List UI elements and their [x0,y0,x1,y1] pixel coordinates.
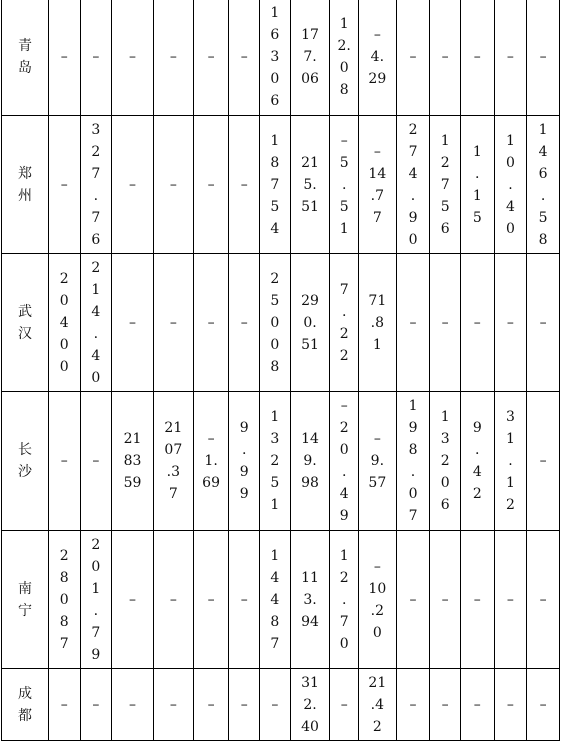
cell-value: 1 9 8 . 0 7 [408,398,418,524]
city-name: 武 汉 [17,303,32,342]
table-cell [112,116,154,254]
table-cell [330,531,359,669]
table-cell [153,116,193,254]
cell-value: – [169,314,177,331]
table-cell [358,392,396,531]
cell-value: – [506,49,514,65]
table-cell [290,116,330,254]
table-row [2,531,560,669]
cell-value: – [207,49,215,65]
cell-value: 14 9. 98 [301,431,319,491]
cell-value: 1 . 1 5 [472,143,482,226]
table-cell [460,531,494,669]
cell-value: 2 8 0 8 7 [59,547,69,652]
table-cell [80,116,112,254]
cell-value: 1 4 4 8 7 [270,547,280,652]
city-name: 成 都 [17,685,32,724]
table-cell [112,254,154,392]
cell-value: – [60,696,68,713]
cell-value: – [240,591,248,608]
table-cell [193,116,229,254]
cell-value: – [409,696,417,713]
table-cell [260,392,291,531]
table-cell [112,392,154,531]
table-cell [153,0,193,116]
cell-value: 7 . 2 2 [339,281,349,364]
cell-value: – [271,696,279,713]
table-cell [396,531,430,669]
table-cell [290,254,330,392]
table-cell [494,669,527,741]
table-cell [527,0,560,116]
table-cell [229,669,260,741]
cell-value: – [473,591,481,608]
cell-value: 1 0 . 4 0 [505,132,515,237]
table-cell [494,392,527,531]
cell-value: 9 . 9 9 [239,420,249,502]
table-cell [527,116,560,254]
cell-value: – [129,696,137,713]
cell-value: 3 1 . 1 2 [505,409,515,513]
cell-value: 1 2 7 5 6 [440,132,450,237]
city-name: 青 岛 [17,38,32,76]
cell-value: – [409,49,417,65]
table-cell [396,116,430,254]
cell-value: 17 7. 06 [301,27,319,87]
cell-value: 1 3 2 0 6 [440,409,450,513]
cell-value: – 1. 69 [202,431,220,491]
cell-value: 11 3. 94 [301,569,319,630]
city-name: 郑 州 [17,165,32,204]
cell-value: 1 2 . 7 0 [339,547,349,652]
city-cell [2,116,49,254]
table-cell [358,669,396,741]
table-cell [112,531,154,669]
cell-value: – [539,314,547,331]
cell-value: – [473,49,481,65]
cell-value: – [92,49,100,65]
table-cell [48,0,80,116]
table-cell [330,116,359,254]
table-cell [430,392,461,531]
table-cell [48,254,80,392]
cell-value: – [409,314,417,331]
cell-value: 1 2. 0 8 [337,16,351,98]
cell-value: – 5 . 5 1 [339,132,349,237]
cell-value: – [240,176,248,193]
cell-value: – [506,591,514,608]
table-cell [460,116,494,254]
cell-value: – [506,314,514,331]
cell-value: 1 8 7 5 4 [270,132,280,237]
city-cell [2,0,49,116]
cell-value: – [240,696,248,713]
cell-value: 29 0. 51 [301,292,319,353]
cell-value: – [539,591,547,608]
table-cell [229,531,260,669]
table-cell [460,0,494,116]
table-cell [229,392,260,531]
table-cell [80,254,112,392]
table-cell [193,392,229,531]
table-cell [80,531,112,669]
table-cell [80,0,112,116]
table-cell [229,0,260,116]
table-cell [260,116,291,254]
city-cell [2,669,49,741]
table-cell [112,0,154,116]
cell-value: – [169,591,177,608]
cell-value: 71 .8 1 [368,292,387,353]
table-cell [358,254,396,392]
cell-value: – [60,176,68,193]
table-cell [430,531,461,669]
table-cell [527,392,560,531]
table-cell [396,669,430,741]
cell-value: 2 7 4 . 9 0 [408,121,418,248]
table-cell [290,392,330,531]
cell-value: 9 . 4 2 [472,420,482,502]
cell-value: 21 5. 51 [301,154,319,215]
table-cell [260,254,291,392]
cell-value: 21 .4 2 [368,674,387,735]
cell-value: 21 83 59 [123,431,142,491]
cell-value: 2 5 0 0 8 [270,270,280,375]
cell-value: – [169,696,177,713]
cell-value: – [60,453,68,469]
cell-value: – [207,314,215,331]
cell-value: – 4. 29 [368,27,387,87]
cell-value: – [340,696,348,713]
table-cell [527,531,560,669]
table-cell [229,254,260,392]
cell-value: – [92,453,100,469]
table-cell [48,669,80,741]
cell-value: – [441,696,449,713]
cell-value: – [129,314,137,331]
cell-value: 1 4 6 . 5 8 [538,121,548,248]
table-cell [460,254,494,392]
city-name: 长 沙 [17,442,32,480]
cell-value: – [539,49,547,65]
table-cell [290,669,330,741]
table-cell [48,116,80,254]
table-cell [260,531,291,669]
city-cell [2,392,49,531]
cell-value: 31 2. 40 [301,674,319,735]
table-cell [494,116,527,254]
table-cell [48,392,80,531]
table-cell [494,254,527,392]
table-cell [153,669,193,741]
table-cell [430,116,461,254]
table-cell [460,669,494,741]
table-cell [396,254,430,392]
cell-value: – [129,49,137,65]
table-cell [290,531,330,669]
cell-value: – [409,591,417,608]
table-cell [80,669,112,741]
city-name: 南 宁 [17,580,32,619]
table-cell [430,254,461,392]
city-cell [2,254,49,392]
table-row [2,392,560,531]
cell-value: 3 2 7 . 7 6 [91,121,101,248]
cell-value: – [240,49,248,65]
table-cell [193,531,229,669]
cell-value: – 10 .2 0 [368,558,387,641]
cell-value: – 9. 57 [368,431,387,491]
table-cell [527,254,560,392]
table-cell [330,0,359,116]
cell-value: – [207,696,215,713]
cell-value: – [129,591,137,608]
cell-value: – [207,591,215,608]
cell-value: – [506,696,514,713]
cell-value: 2 1 4 . 4 0 [91,259,101,386]
cell-value: – [473,696,481,713]
table-cell [494,0,527,116]
table-cell [260,0,291,116]
cell-value: – [441,591,449,608]
cell-value: 1 6 3 0 6 [270,5,280,109]
cell-value: – [169,176,177,193]
cell-value: 21 07 .3 7 [164,420,183,502]
table-cell [290,0,330,116]
table-cell [430,669,461,741]
table-cell [527,669,560,741]
cell-value: 2 0 1 . 7 9 [91,536,101,663]
table-cell [396,392,430,531]
table-cell [396,0,430,116]
table-cell [494,531,527,669]
table-cell [430,0,461,116]
table-cell [358,531,396,669]
cell-value: – [441,314,449,331]
table-cell [193,669,229,741]
table-cell [153,531,193,669]
table-row [2,669,560,741]
table-cell [193,254,229,392]
data-table [1,0,560,741]
table-cell [229,116,260,254]
table-cell [260,669,291,741]
cell-value: – [539,696,547,713]
table-cell [153,254,193,392]
cell-value: – 2 0 . 4 9 [339,398,349,524]
cell-value: – [441,49,449,65]
cell-value: 1 3 2 5 1 [270,409,280,513]
cell-value: 2 0 4 0 0 [59,270,69,375]
table-cell [80,392,112,531]
city-cell [2,531,49,669]
table-cell [358,0,396,116]
table-cell [460,392,494,531]
table-cell [330,254,359,392]
cell-value: – [473,314,481,331]
table-cell [112,669,154,741]
table-row [2,0,560,116]
table-cell [48,531,80,669]
table-row [2,254,560,392]
table-cell [358,116,396,254]
cell-value: – [129,176,137,193]
table-cell [193,0,229,116]
cell-value: – [207,176,215,193]
table-cell [330,669,359,741]
cell-value: – [539,453,547,469]
table-cell [153,392,193,531]
cell-value: – [60,49,68,65]
table-row [2,116,560,254]
table-cell [330,392,359,531]
cell-value: – [169,49,177,65]
cell-value: – [92,696,100,713]
cell-value: – 14 .7 7 [368,143,387,226]
cell-value: – [240,314,248,331]
